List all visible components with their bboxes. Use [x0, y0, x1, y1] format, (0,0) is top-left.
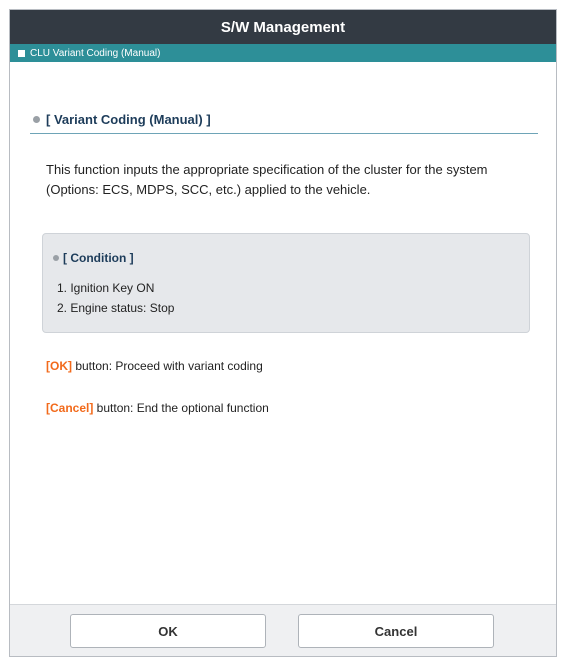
- dot-bullet-icon: [53, 255, 59, 261]
- condition-item: 1. Ignition Key ON: [57, 281, 155, 295]
- note-tag-cancel: [Cancel]: [46, 401, 94, 415]
- ok-button[interactable]: OK: [70, 614, 266, 648]
- cancel-button-note: [46, 401, 269, 415]
- dialog-title-bar: [10, 10, 556, 44]
- function-header-bar: [10, 44, 556, 62]
- section-title: [ Variant Coding (Manual) ]: [46, 112, 211, 127]
- dot-bullet-icon: [33, 116, 40, 123]
- note-text-cancel: button: End the optional function: [93, 401, 269, 415]
- section-header: [30, 112, 538, 134]
- condition-list: [57, 278, 174, 318]
- condition-box: [42, 233, 530, 333]
- cancel-button[interactable]: Cancel: [298, 614, 494, 648]
- ok-button-note: [46, 359, 263, 373]
- note-tag-ok: [OK]: [46, 359, 72, 373]
- condition-header: [53, 251, 134, 265]
- condition-item: 2. Engine status: Stop: [57, 301, 175, 315]
- note-text-ok: button: Proceed with variant coding: [72, 359, 263, 373]
- square-bullet-icon: [18, 50, 25, 57]
- condition-title: [ Condition ]: [63, 251, 134, 265]
- dialog-title: S/W Management: [220, 18, 346, 36]
- function-title: CLU Variant Coding (Manual): [30, 47, 161, 59]
- function-description: This function inputs the appropriate specification of the cluster for the system (Options: ECS, MDPS, SCC, etc.) applied to the vehicle.: [46, 162, 488, 197]
- sw-management-dialog: [9, 9, 557, 657]
- dialog-footer: [10, 604, 556, 656]
